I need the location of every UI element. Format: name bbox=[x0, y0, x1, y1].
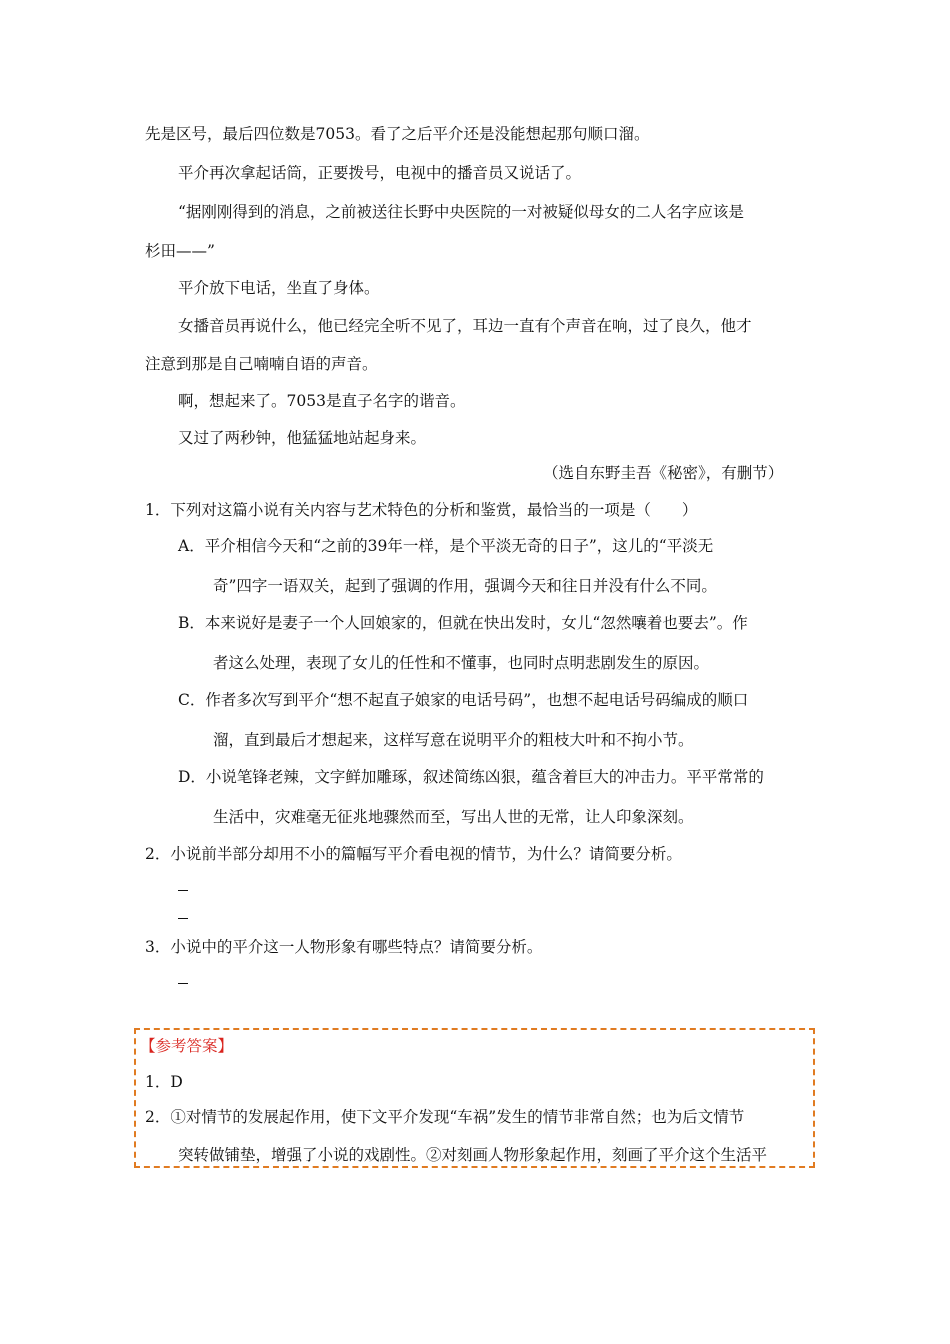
passage-line-9: 又过了两秒钟，他猛猛地站起身来。 bbox=[178, 429, 427, 447]
passage-line-7: 注意到那是自己喃喃自语的声音。 bbox=[145, 355, 378, 373]
passage-line-6: 女播音员再说什么，他已经完全听不见了，耳边一直有个声音在响，过了良久，他才 bbox=[178, 317, 752, 335]
option-c-line-2: 溜，直到最后才想起来，这样写意在说明平介的粗枝大叶和不拘小节。 bbox=[213, 731, 694, 749]
option-b-line-2: 者这么处理，表现了女儿的任性和不懂事，也同时点明悲剧发生的原因。 bbox=[213, 654, 710, 672]
passage-line-4: 杉田——” bbox=[145, 242, 215, 260]
question-3: 3．小说中的平介这一人物形象有哪些特点？请简要分析。 bbox=[145, 938, 543, 956]
question-1: 1．下列对这篇小说有关内容与艺术特色的分析和鉴赏，最恰当的一项是（ ） bbox=[145, 501, 698, 519]
option-c-line-1: C．作者多次写到平介“想不起直子娘家的电话号码”，也想不起电话号码编成的顺口 bbox=[178, 691, 749, 709]
passage-line-5: 平介放下电话，坐直了身体。 bbox=[178, 279, 380, 297]
passage-line-1: 先是区号，最后四位数是7053。看了之后平介还是没能想起那句顺口溜。 bbox=[145, 125, 650, 143]
option-a-line-2: 奇”四字一语双关，起到了强调的作用，强调今天和往日并没有什么不同。 bbox=[213, 577, 717, 595]
option-a-line-1: A．平介相信今天和“之前的39年一样，是个平淡无奇的日子”，这儿的“平淡无 bbox=[178, 537, 714, 555]
answer-2-line-2: 突转做铺垫，增强了小说的戏剧性。②对刻画人物形象起作用，刻画了平介这个生活平 bbox=[178, 1146, 768, 1164]
passage-line-2: 平介再次拿起话筒，正要拨号，电视中的播音员又说话了。 bbox=[178, 164, 582, 182]
answer-blank[interactable] bbox=[178, 918, 188, 919]
answer-2-line-1: 2．①对情节的发展起作用，使下文平介发现“车祸”发生的情节非常自然；也为后文情节 bbox=[145, 1108, 745, 1126]
answer-blank[interactable] bbox=[178, 983, 188, 984]
reference-answer-title: 【参考答案】 bbox=[140, 1037, 234, 1055]
question-2: 2．小说前半部分却用不小的篇幅写平介看电视的情节，为什么？请简要分析。 bbox=[145, 845, 682, 863]
option-d-line-2: 生活中，灾难毫无征兆地骤然而至，写出人世的无常，让人印象深刻。 bbox=[213, 808, 694, 826]
answer-blank[interactable] bbox=[178, 890, 188, 891]
option-b-line-1: B．本来说好是妻子一个人回娘家的，但就在快出发时，女儿“忽然嚷着也要去”。作 bbox=[178, 614, 748, 632]
passage-line-3: “据刚刚得到的消息，之前被送往长野中央医院的一对被疑似母女的二人名字应该是 bbox=[178, 203, 744, 221]
source-citation: （选自东野圭吾《秘密》，有删节） bbox=[543, 464, 784, 482]
answer-1: 1．D bbox=[145, 1073, 183, 1091]
option-d-line-1: D．小说笔锋老辣，文字鲜加雕琢，叙述简练凶狠，蕴含着巨大的冲击力。平平常常的 bbox=[178, 768, 764, 786]
passage-line-8: 啊，想起来了。7053是直子名字的谐音。 bbox=[178, 392, 466, 410]
